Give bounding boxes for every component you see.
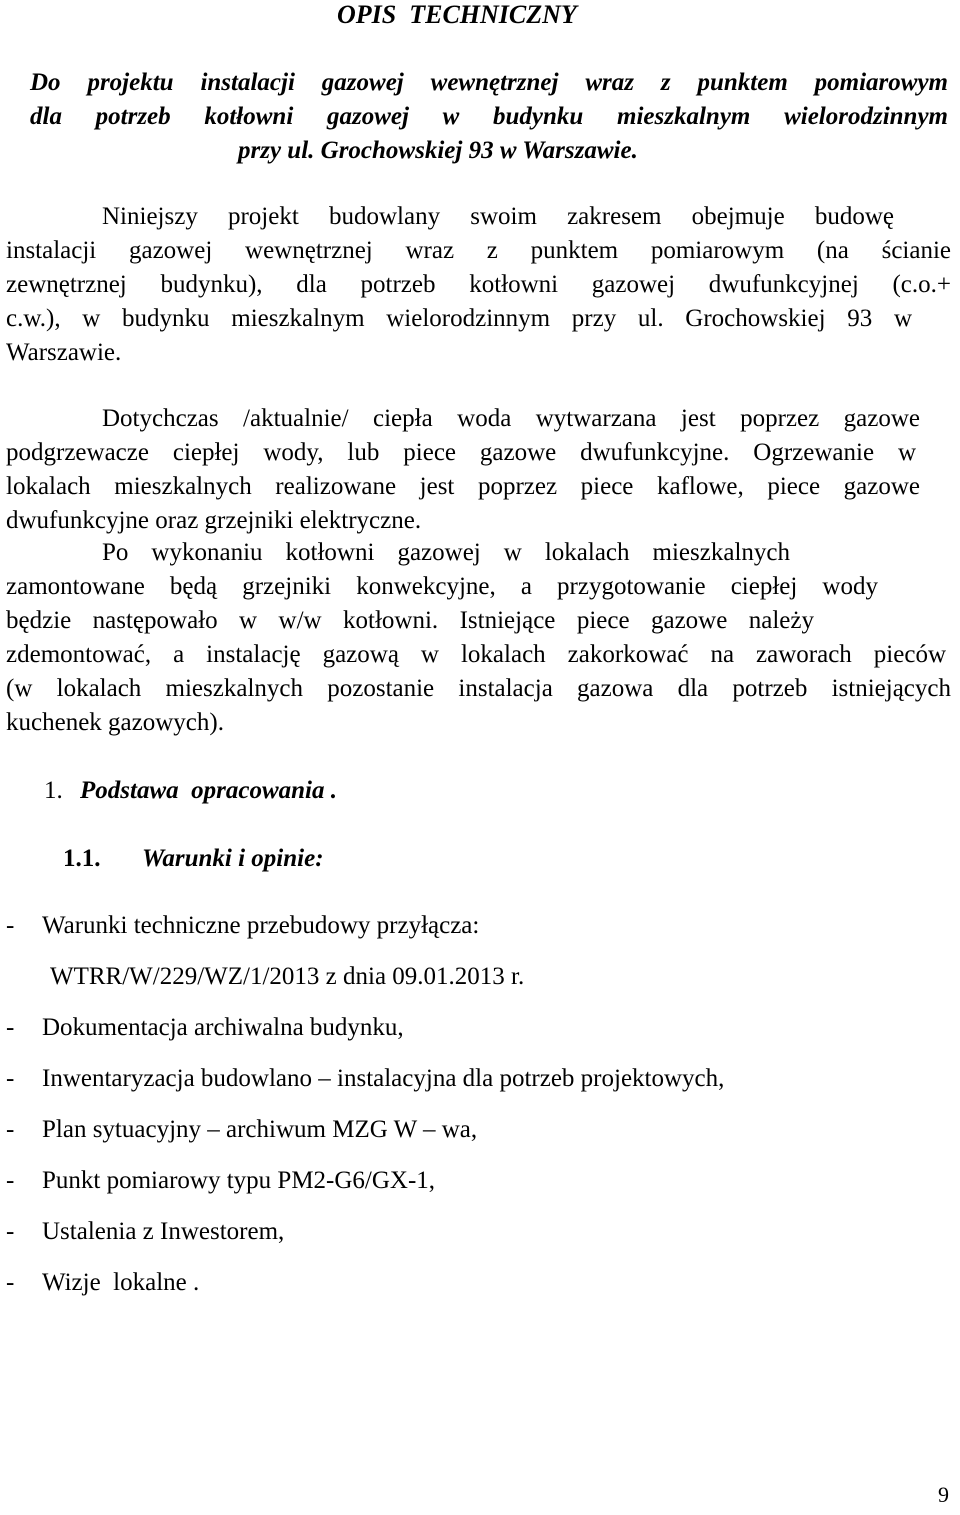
list-dash: -: [6, 1218, 15, 1245]
paragraph-line: Niniejszy projekt budowlany swoim zakresem obejmuje budowę: [102, 203, 894, 230]
subtitle-line: przy ul. Grochowskiej 93 w Warszawie.: [238, 137, 638, 164]
paragraph-line: Warszawie.: [6, 339, 122, 366]
list-dash: -: [6, 1269, 15, 1296]
list-item-text: Warunki techniczne przebudowy przyłącza:: [42, 912, 480, 939]
section-1-1-title: Warunki i opinie:: [142, 845, 324, 872]
paragraph-line: instalacji gazowej wewnętrznej wraz z punktem pomiarowym (na ścianie: [6, 237, 951, 264]
list-item-subtext: WTRR/W/229/WZ/1/2013 z dnia 09.01.2013 r.: [50, 963, 525, 990]
paragraph-line: podgrzewacze ciepłej wody, lub piece gazowe dwufunkcyjne. Ogrzewanie w: [6, 439, 916, 466]
paragraph-line: będzie następowało w w/w kotłowni. Istniejące piece gazowe należy: [6, 607, 814, 634]
section-1-number: 1.: [44, 777, 63, 804]
list-dash: -: [6, 1065, 15, 1092]
list-item-text: Ustalenia z Inwestorem,: [42, 1218, 285, 1245]
paragraph-line: zamontowane będą grzejniki konwekcyjne, a przygotowanie ciepłej wody: [6, 573, 878, 600]
list-dash: -: [6, 1014, 15, 1041]
list-item-text: Dokumentacja archiwalna budynku,: [42, 1014, 404, 1041]
paragraph-line: zdemontować, a instalację gazową w lokalach zakorkować na zaworach pieców: [6, 641, 946, 668]
paragraph-line: Po wykonaniu kotłowni gazowej w lokalach mieszkalnych: [102, 539, 790, 566]
page-number: 9: [938, 1482, 949, 1507]
list-dash: -: [6, 1116, 15, 1143]
paragraph-line: zewnętrznej budynku), dla potrzeb kotłowni gazowej dwufunkcyjnej (c.o.+: [6, 271, 951, 298]
paragraph-line: (w lokalach mieszkalnych pozostanie instalacja gazowa dla potrzeb istniejących: [6, 675, 951, 702]
section-1-title: Podstawa opracowania .: [80, 777, 337, 804]
section-1-1-number: 1.1.: [63, 845, 101, 872]
paragraph-line: Dotychczas /aktualnie/ ciepła woda wytwarzana jest poprzez gazowe: [102, 405, 920, 432]
subtitle-line: Do projektu instalacji gazowej wewnętrznej wraz z punktem pomiarowym: [30, 69, 948, 96]
list-item-text: Wizje lokalne .: [42, 1269, 200, 1296]
paragraph-line: lokalach mieszkalnych realizowane jest poprzez piece kaflowe, piece gazowe: [6, 473, 920, 500]
paragraph-line: dwufunkcyjne oraz grzejniki elektryczne.: [6, 507, 422, 534]
list-item-text: Punkt pomiarowy typu PM2-G6/GX-1,: [42, 1167, 436, 1194]
subtitle-line: dla potrzeb kotłowni gazowej w budynku mieszkalnym wielorodzinnym: [30, 103, 948, 130]
list-item-text: Plan sytuacyjny – archiwum MZG W – wa,: [42, 1116, 478, 1143]
list-item-text: Inwentaryzacja budowlano – instalacyjna dla potrzeb projektowych,: [42, 1065, 725, 1092]
document-title: OPIS TECHNICZNY: [337, 0, 577, 29]
paragraph-line: kuchenek gazowych).: [6, 709, 224, 736]
list-dash: -: [6, 1167, 15, 1194]
list-dash: -: [6, 912, 15, 939]
paragraph-line: c.w.), w budynku mieszkalnym wielorodzinnym przy ul. Grochowskiej 93 w: [6, 305, 912, 332]
